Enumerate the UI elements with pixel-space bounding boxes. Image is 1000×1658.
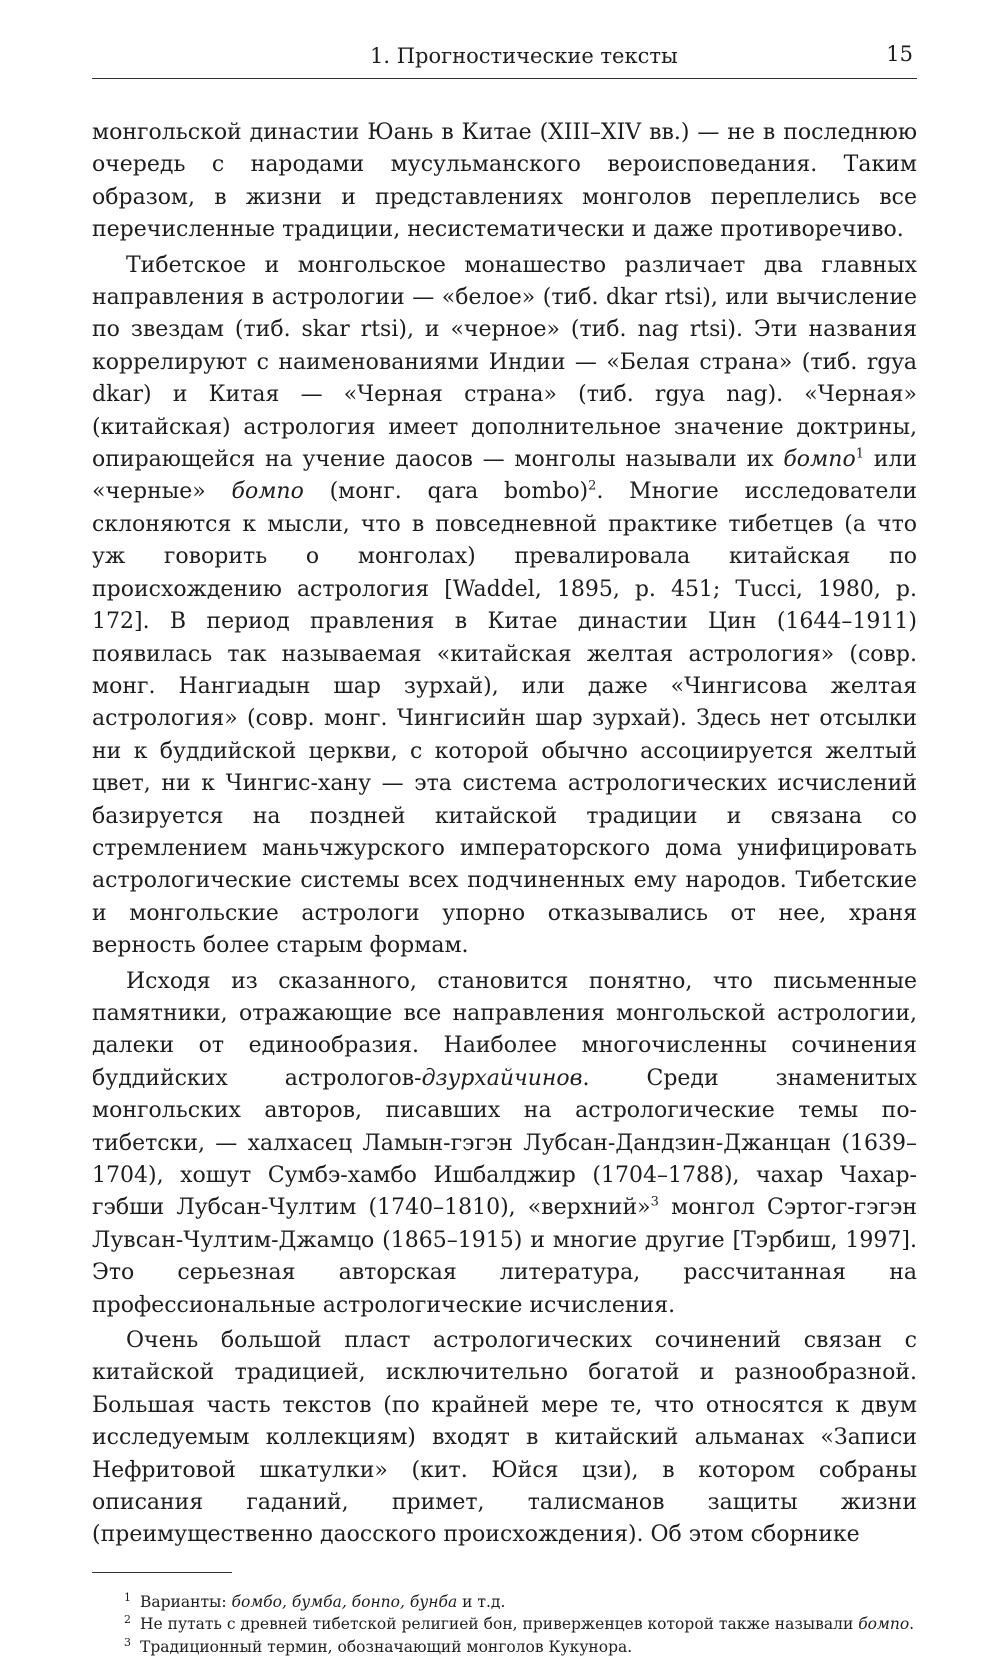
text-run: Исходя из сказанного, становится понятно, что письменные памятники, отражающие все направления монгольской астрологии, далеки от единообразия. Наиболее многочисленны сочинения буддийских астрологов-: [92, 968, 917, 1091]
text-run: Традиционный термин, обозначающий монголов Кукунора.: [140, 1637, 633, 1656]
footnotes: [92, 1591, 917, 1658]
text-run: монгол Сэртог-гэгэн Лувсан-Чултим-Джамцо (1865–1915) и многие другие [Тэрбиш, 1997]. Это серьезная авторская литература, рассчитанная на профессиональные астрологические исчисления.: [92, 1195, 917, 1318]
footnote: [124, 1635, 917, 1658]
footnote-ref: 3: [650, 1195, 659, 1211]
text-run: или «черные»: [92, 447, 917, 505]
footnote: [124, 1613, 917, 1636]
page-number: 15: [886, 42, 913, 66]
text-run: (монг. qara bombo): [303, 479, 589, 505]
text-run: и т.д.: [457, 1592, 506, 1611]
footnote-ref: 1: [855, 446, 864, 462]
italic-term: дзурхайчинов: [421, 1065, 583, 1091]
text-run: монгольской династии Юань в Китае (XIII–XIV вв.) — не в последнюю очередь с народами мусульманского вероисповедания. Таким образом, в жизни и представлениях монголов переплелись все перечисленные традиции, несистематически и даже противоречиво.: [92, 120, 917, 243]
italic-term: бомбо, бумба, бонпо, бунба: [231, 1592, 458, 1611]
footnote-mark: 2: [124, 1613, 131, 1627]
footnote-mark: 3: [124, 1635, 131, 1649]
paragraph: [92, 966, 917, 1322]
text-run: . Многие исследователи склоняются к мысли, что в повседневной практике тибетцев (а что уж говорить о монголах) превалировала китайская по происхождению астрология [Waddel, 1895, p. 451; Tucci, 1980, p. 172]. В период правления в Китае династии Цин (1644–1911) появилась так называемая «китайская желтая астрология» (совр. монг. Нангиадын шар зурхай), или даже «Чингисова желтая астрология» (совр. монг. Чингисийн шар зурхай). Здесь нет отсылки ни к буддийской церкви, с которой обычно ассоциируется желтый цвет, ни к Чингис-хану — эта система астрологических исчислений базируется на поздней китайской традиции и связана со стремлением маньчжурского императорского дома унифицировать астрологические системы всех подчиненных ему народов. Тибетские и монгольские астрологи упорно отказывались от нее, храня верность более старым формам.: [92, 479, 917, 959]
text-run: Очень большой пласт астрологических сочинений связан с китайской традицией, исключительно богатой и разнообразной. Большая часть текстов (по крайней мере те, что относятся к двум исследуемым коллекциям) входят в китайский альманах «Записи Нефритовой шкатулки» (кит. Юйся цзи), в котором собраны описания гаданий, примет, талисманов защиты жизни (преимущественно даосского происхождения). Об этом сборнике: [92, 1328, 917, 1548]
italic-term: бомпо: [783, 447, 856, 473]
paragraph: [92, 250, 917, 963]
text-run: Тибетское и монгольское монашество различает два главных направления в астрологии — «белое» (тиб. dkar rtsi), или вычисление по звездам (тиб. skar rtsi), и «черное» (тиб. nag rtsi). Эти названия коррелируют с наименованиями Индии — «Белая страна» (тиб. rgya dkar) и Китая — «Черная страна» (тиб. rgya nag). «Черная» (китайская) астрология имеет дополнительное значение доктрины, опирающейся на учение даосов — монголы называли их: [92, 252, 917, 473]
italic-term: бомпо: [231, 479, 304, 505]
text-run: . Среди знаменитых монгольских авторов, писавших на астрологические темы по-тибетски, — халхасец Ламын-гэгэн Лубсан-Дандзин-Джанцан (1639–1704), хошут Сумбэ-хамбо Ишбалджир (1704–1788), чахар Чахар-гэбши Лубсан-Чултим (1740–1810), «верхний»: [92, 1065, 918, 1221]
running-title: 1. Прогностические тексты: [370, 44, 678, 68]
paragraph: [92, 117, 917, 247]
text-run: Варианты:: [140, 1592, 232, 1611]
footnote-mark: 1: [124, 1590, 131, 1604]
footnote-ref: 2: [588, 479, 597, 495]
running-header: [92, 40, 917, 79]
body-text: [92, 117, 917, 1552]
footnote-divider: [92, 1572, 232, 1573]
paragraph: [92, 1325, 917, 1552]
footnote: [124, 1590, 917, 1614]
italic-term: бомпо: [858, 1615, 910, 1634]
book-page: [92, 40, 918, 1656]
text-run: .: [909, 1615, 915, 1634]
text-run: Не путать с древней тибетской религией бон, приверженцев которой также называли: [140, 1615, 859, 1634]
